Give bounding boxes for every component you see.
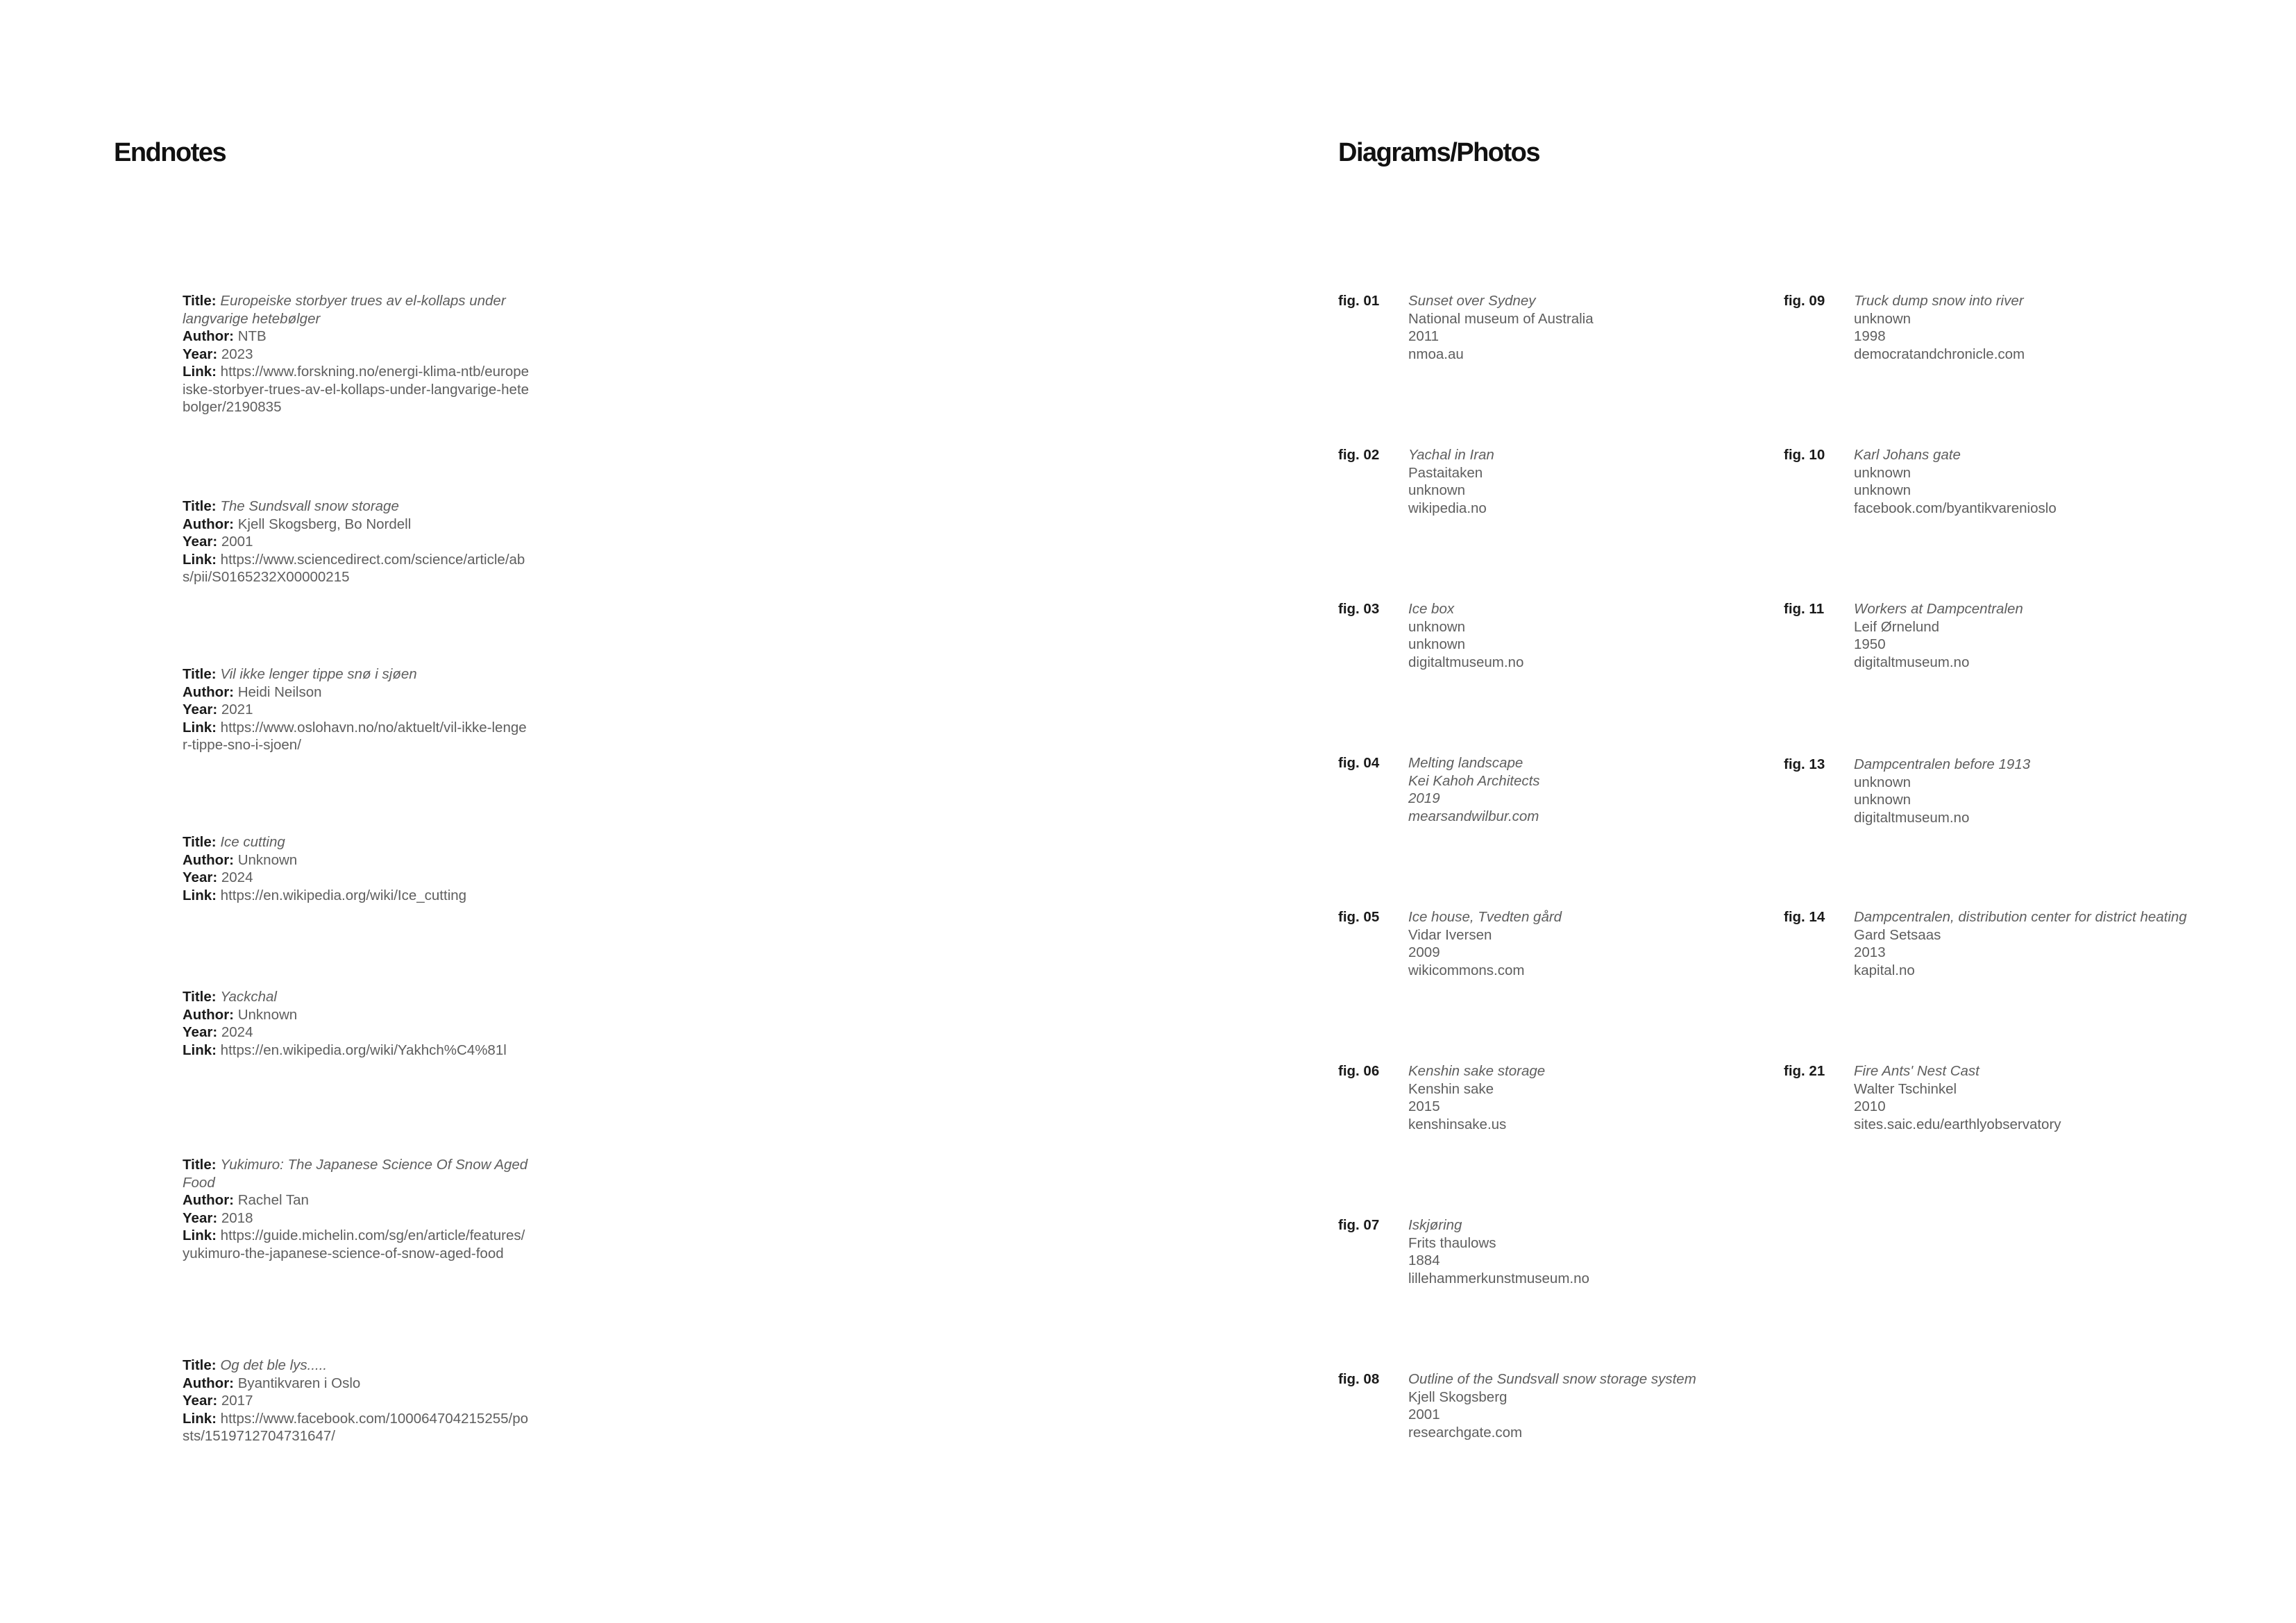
author-label: Author:: [183, 328, 235, 344]
figure-credit-line: 2010: [1854, 1098, 1886, 1114]
endnote-year: 2017: [221, 1393, 253, 1409]
figure-number: fig. 11: [1784, 601, 1825, 617]
title-label: Title:: [183, 834, 217, 850]
title-label: Title:: [183, 666, 217, 682]
figure-title: Melting landscape: [1408, 755, 1523, 771]
title-label: Title:: [183, 498, 217, 514]
figure-credit-line: wikicommons.com: [1408, 962, 1525, 978]
figure-credit-line: unknown: [1854, 310, 1911, 327]
figure-credit-line: 2009: [1408, 944, 1440, 960]
figure-credit-line: Walter Tschinkel: [1854, 1080, 1957, 1097]
link-label: Link:: [183, 551, 217, 568]
figure-number: fig. 02: [1338, 447, 1380, 463]
endnote: [183, 498, 530, 586]
figure-title: Outline of the Sundsvall snow storage system: [1408, 1371, 1696, 1387]
endnote-title: The Sundsvall snow storage: [220, 498, 399, 514]
figure-number: fig. 14: [1784, 909, 1825, 925]
figure-title: Fire Ants' Nest Cast: [1854, 1063, 1980, 1079]
author-label: Author:: [183, 1192, 235, 1208]
endnote-title: Ice cutting: [220, 834, 285, 850]
figure-number: fig. 13: [1784, 756, 1825, 772]
title-label: Title:: [183, 1357, 217, 1373]
figure-title: Iskjøring: [1408, 1217, 1462, 1233]
figure-credit-line: unknown: [1854, 482, 1911, 498]
endnotes-heading: Endnotes: [114, 138, 226, 167]
endnote-link[interactable]: https://en.wikipedia.org/wiki/Yakhch%C4%81l: [220, 1042, 507, 1058]
figure-credit-line: 2001: [1408, 1407, 1440, 1422]
year-label: Year:: [183, 702, 218, 717]
link-label: Link:: [183, 719, 217, 736]
link-label: Link:: [183, 887, 217, 903]
figure-number: fig. 04: [1338, 755, 1380, 771]
endnote-author: Kjell Skogsberg, Bo Nordell: [237, 516, 412, 532]
figure-credit-line: digitaltmuseum.no: [1408, 654, 1524, 670]
endnote: [183, 833, 530, 904]
author-label: Author:: [183, 1375, 235, 1391]
figure-credit-line: unknown: [1408, 636, 1466, 652]
figure-title: Ice house, Tvedten gård: [1408, 909, 1562, 925]
figure-title: Workers at Dampcentralen: [1854, 601, 2023, 617]
endnote-title: Vil ikke lenger tippe snø i sjøen: [220, 666, 417, 682]
figure-credit-line: 2015: [1408, 1098, 1440, 1114]
endnote-year: 2021: [221, 702, 253, 717]
figure-number: fig. 05: [1338, 909, 1380, 925]
figure-credit-line: mearsandwilbur.com: [1408, 808, 1539, 824]
title-label: Title:: [183, 1157, 217, 1173]
endnote-year: 2023: [221, 346, 253, 362]
endnote-author: Heidi Neilson: [237, 683, 322, 700]
figure-credit-line: unknown: [1408, 618, 1466, 635]
figure-number: fig. 08: [1338, 1371, 1380, 1387]
endnote-title: Yackchal: [220, 989, 277, 1005]
figure-credit-line: 1884: [1408, 1252, 1440, 1268]
figure-title: Truck dump snow into river: [1854, 293, 2024, 309]
figure-credit-line: lillehammerkunstmuseum.no: [1408, 1270, 1589, 1286]
figure-credit-line: wikipedia.no: [1408, 500, 1487, 516]
figure-credit-line: 1950: [1854, 636, 1886, 652]
link-label: Link:: [183, 364, 217, 380]
figure-number: fig. 07: [1338, 1217, 1380, 1233]
figure-credit-line: Pastaitaken: [1408, 464, 1483, 481]
figure-title: Yachal in Iran: [1408, 447, 1494, 463]
endnote-author: Rachel Tan: [237, 1192, 309, 1208]
author-label: Author:: [183, 1006, 235, 1023]
figure-credit-line: Leif Ørnelund: [1854, 618, 1940, 635]
endnote-link[interactable]: https://www.sciencedirect.com/science/article/abs/pii/S0165232X00000215: [183, 551, 525, 585]
figure-credit-line: Gard Setsaas: [1854, 926, 1941, 943]
figure-number: fig. 03: [1338, 601, 1380, 617]
endnote-link[interactable]: https://www.facebook.com/100064704215255/posts/1519712704731647/: [183, 1410, 529, 1444]
figure-title: Dampcentralen, distribution center for district heating: [1854, 909, 2187, 925]
figure-number: fig. 21: [1784, 1063, 1825, 1079]
figure-title: Kenshin sake storage: [1408, 1063, 1546, 1079]
year-label: Year:: [183, 534, 218, 550]
figure-title: Karl Johans gate: [1854, 447, 1961, 463]
figure-credit-line: unknown: [1854, 464, 1911, 481]
figure-credit-line: nmoa.au: [1408, 346, 1464, 362]
endnote: [183, 292, 530, 416]
endnote-author: Byantikvaren i Oslo: [237, 1375, 361, 1391]
figure-credit-line: facebook.com/byantikvarenioslo: [1854, 500, 2057, 516]
figure-credit-line: researchgate.com: [1408, 1424, 1523, 1441]
endnote: [183, 665, 530, 754]
endnote-year: 2024: [221, 869, 253, 885]
endnote: [183, 1357, 530, 1445]
figure-credit-line: unknown: [1854, 792, 1911, 808]
figure-credit-line: unknown: [1408, 482, 1466, 498]
figure-credit-line: unknown: [1854, 774, 1911, 790]
figure-credit-line: digitaltmuseum.no: [1854, 654, 1970, 670]
figure-credit-line: kenshinsake.us: [1408, 1116, 1507, 1132]
year-label: Year:: [183, 869, 218, 885]
endnote-author: Unknown: [237, 851, 298, 868]
endnote-author: Unknown: [237, 1006, 298, 1023]
figure-credit-line: National museum of Australia: [1408, 310, 1594, 327]
link-label: Link:: [183, 1410, 217, 1427]
link-label: Link:: [183, 1227, 217, 1243]
figure-credit-line: Vidar Iversen: [1408, 926, 1492, 943]
figure-credit-line: Kei Kahoh Architects: [1408, 772, 1540, 789]
endnote-title: Europeiske storbyer trues av el-kollaps under langvarige hetebølger: [183, 293, 506, 327]
figure-title: Sunset over Sydney: [1408, 293, 1536, 309]
year-label: Year:: [183, 1024, 218, 1040]
figure-title: Ice box: [1408, 601, 1455, 617]
figure-credit-line: democratandchronicle.com: [1854, 346, 2025, 362]
endnote-link[interactable]: https://www.forskning.no/energi-klima-ntb/europeiske-storbyer-trues-av-el-kollaps-under-langvarige-hetebolger/2190835: [183, 364, 530, 415]
year-label: Year:: [183, 1209, 218, 1226]
endnote: [183, 1156, 530, 1262]
endnote-year: 2024: [221, 1024, 253, 1040]
figure-credit-line: sites.saic.edu/earthlyobservatory: [1854, 1116, 2061, 1132]
diagrams-heading: Diagrams/Photos: [1338, 138, 1540, 167]
figure-credit-line: Kjell Skogsberg: [1408, 1388, 1508, 1405]
figure-credit-line: 2019: [1408, 790, 1440, 806]
figure-number: fig. 09: [1784, 293, 1825, 309]
endnote-title: Yukimuro: The Japanese Science Of Snow Aged Food: [183, 1157, 528, 1191]
endnote-link[interactable]: https://en.wikipedia.org/wiki/Ice_cutting: [220, 887, 467, 903]
figure-credit-line: 1998: [1854, 328, 1886, 344]
figure-credit-line: kapital.no: [1854, 962, 1915, 978]
figure-credit-line: Kenshin sake: [1408, 1080, 1494, 1097]
figure-credit-line: 2011: [1408, 328, 1440, 344]
author-label: Author:: [183, 516, 235, 532]
figure-credit-line: Frits thaulows: [1408, 1234, 1496, 1251]
endnote-link[interactable]: https://guide.michelin.com/sg/en/article/features/yukimuro-the-japanese-science-of-snow-aged-food: [183, 1227, 525, 1261]
figure-number: fig. 06: [1338, 1063, 1380, 1079]
endnote-author: NTB: [237, 328, 267, 344]
year-label: Year:: [183, 346, 218, 362]
endnote-year: 2001: [221, 534, 253, 550]
endnote-year: 2018: [221, 1209, 253, 1226]
title-label: Title:: [183, 989, 217, 1005]
figure-title: Dampcentralen before 1913: [1854, 756, 2031, 772]
figure-credit-line: digitaltmuseum.no: [1854, 809, 1970, 826]
figure-number: fig. 01: [1338, 293, 1380, 309]
author-label: Author:: [183, 851, 235, 868]
endnote: [183, 988, 530, 1059]
figure-credit-line: 2013: [1854, 944, 1886, 960]
year-label: Year:: [183, 1393, 218, 1409]
author-label: Author:: [183, 683, 235, 700]
link-label: Link:: [183, 1042, 217, 1058]
endnote-link[interactable]: https://www.oslohavn.no/no/aktuelt/vil-ikke-lenger-tippe-sno-i-sjoen/: [183, 719, 527, 753]
endnote-title: Og det ble lys.....: [220, 1357, 328, 1373]
figure-number: fig. 10: [1784, 447, 1825, 463]
title-label: Title:: [183, 293, 217, 309]
